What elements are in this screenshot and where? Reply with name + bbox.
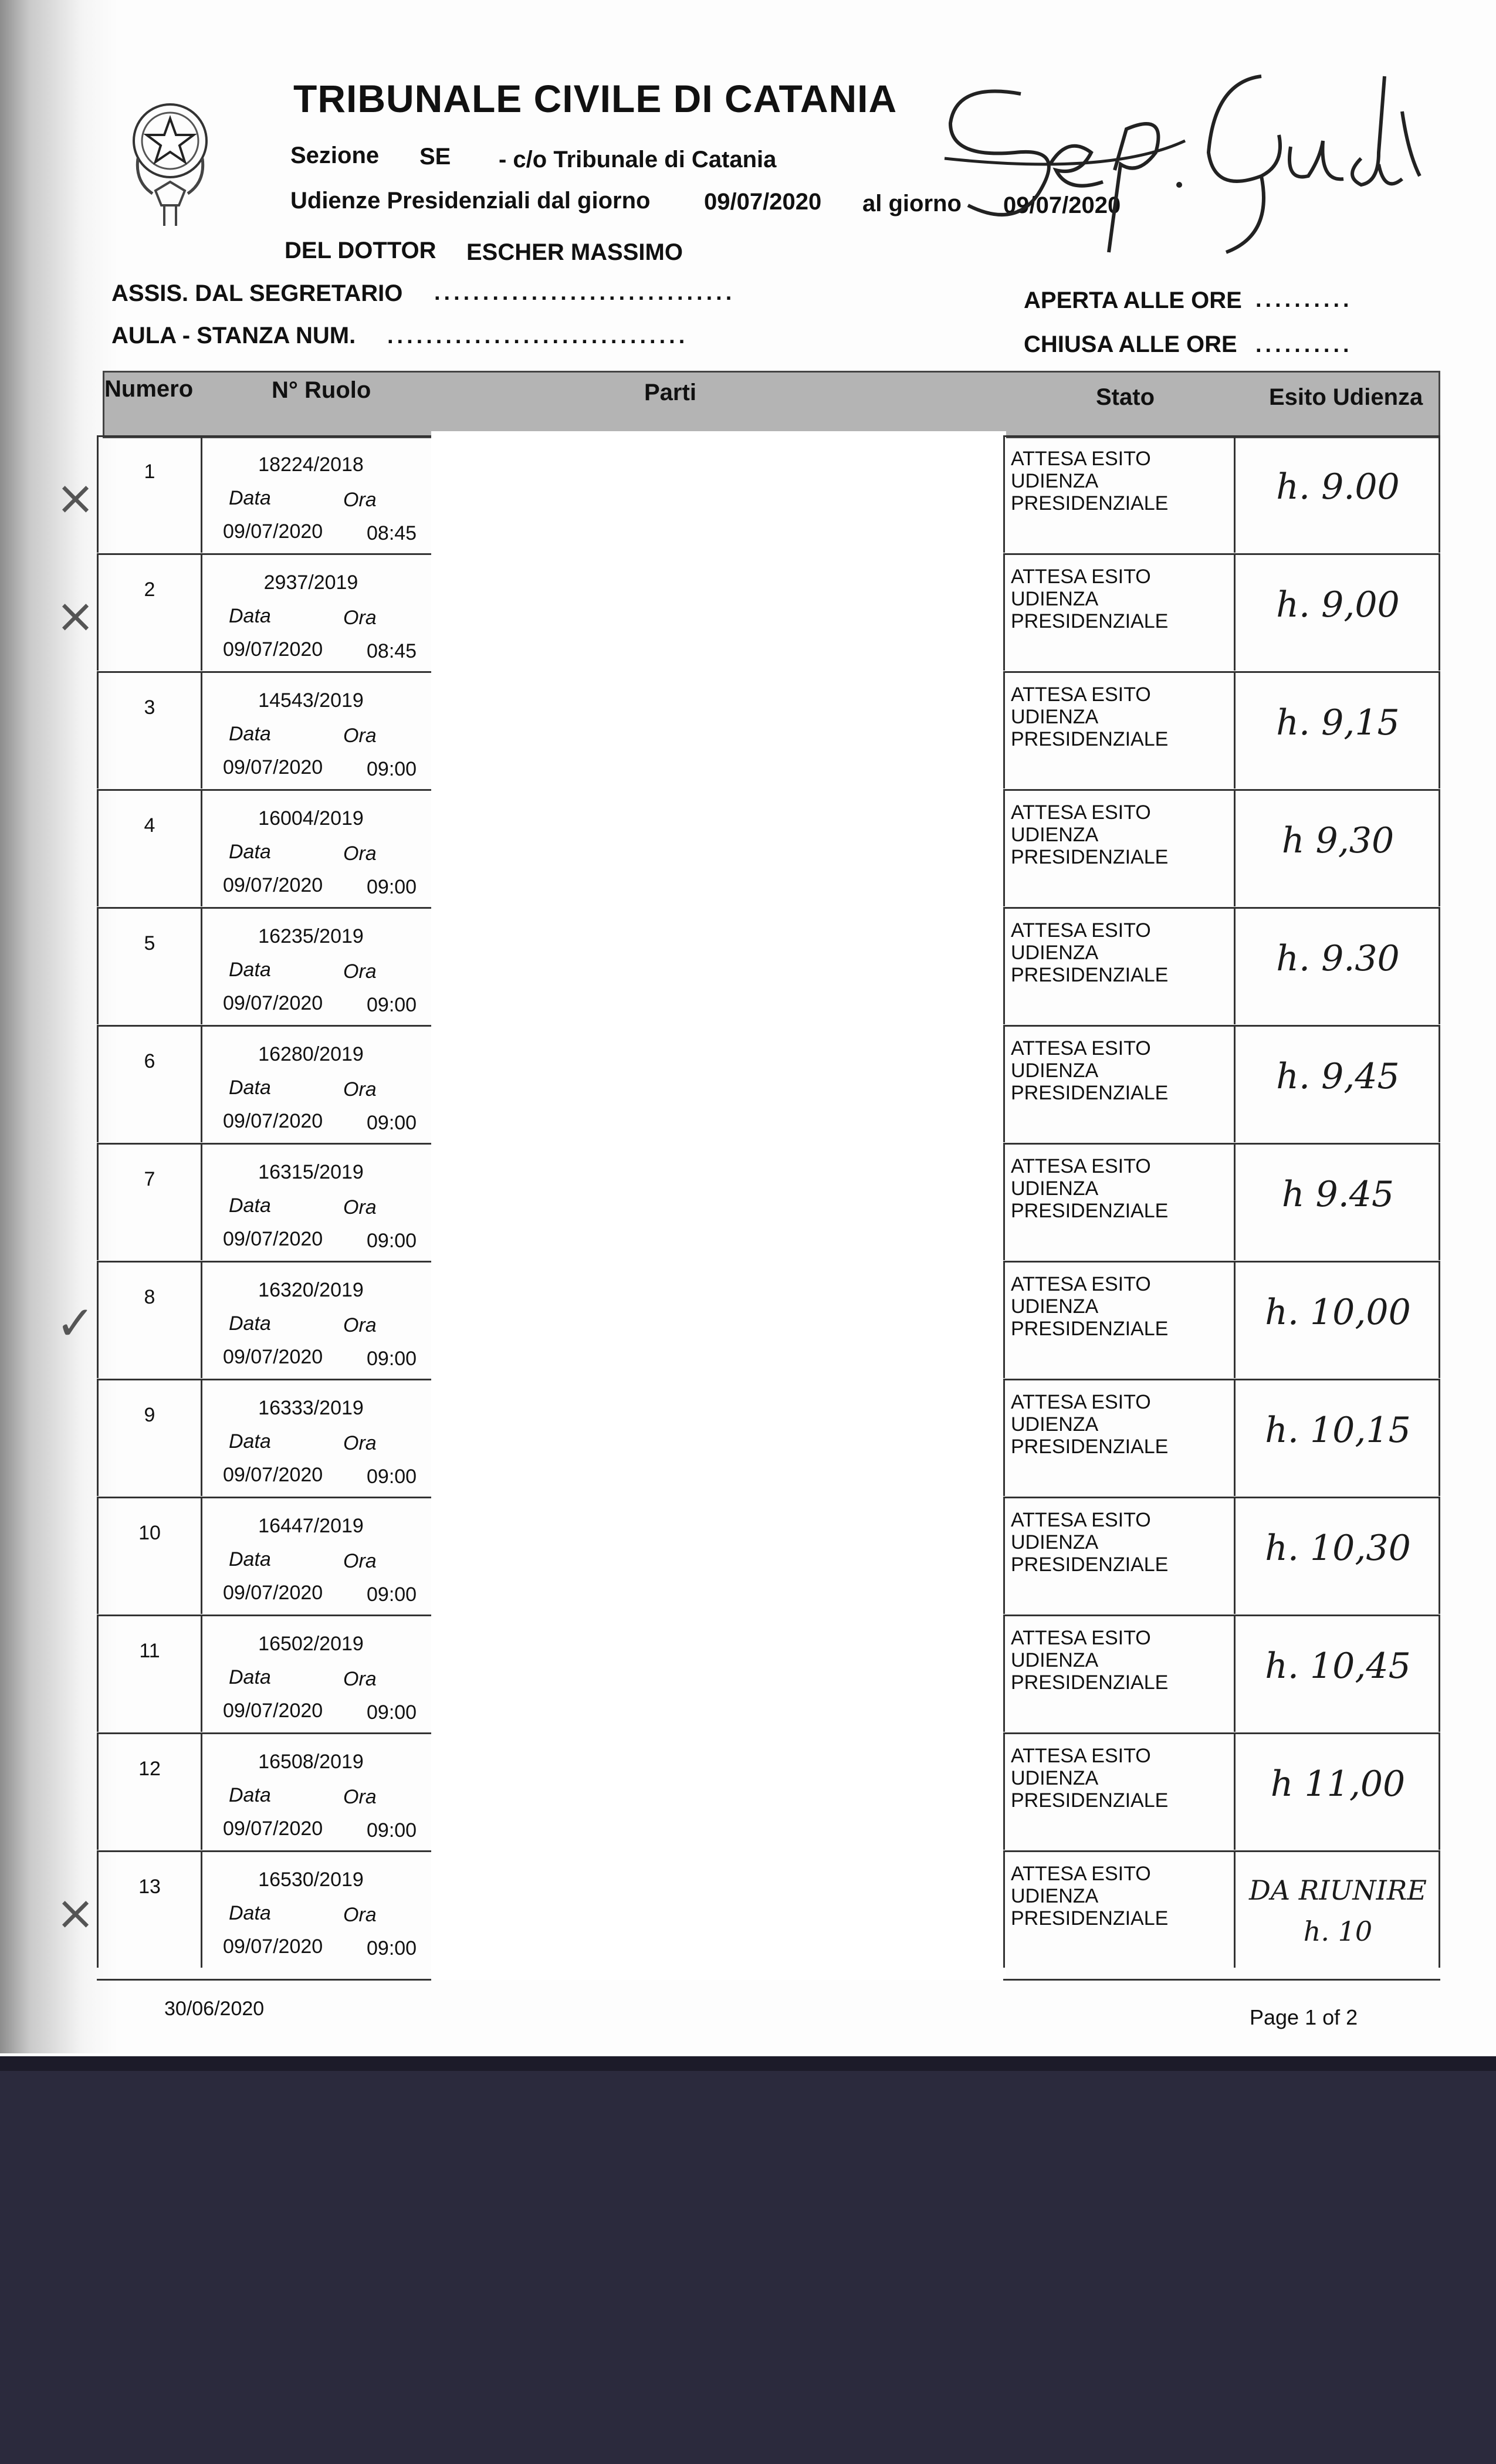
numero-cell [97, 1263, 202, 1378]
ora-label: Ora [343, 1786, 377, 1808]
numero-cell [97, 673, 202, 788]
chiusa-label: CHIUSA ALLE ORE [1024, 331, 1237, 357]
row-date: 09/07/2020 [223, 1110, 323, 1132]
row-date: 09/07/2020 [223, 1935, 323, 1958]
row-time: 09:00 [367, 876, 417, 898]
row-number: 13 [138, 1876, 161, 1898]
row-number: 2 [144, 578, 155, 601]
row-date: 09/07/2020 [223, 638, 323, 661]
table-row-right [1003, 1732, 1440, 1850]
row-esito-line1: DA RIUNIRE [1249, 1874, 1427, 1906]
row-stato: ATTESA ESITO UDIENZA PRESIDENZIALE [1011, 566, 1169, 632]
row-esito-line2: h. 10 [1303, 1915, 1373, 1947]
numero-cell [97, 1380, 202, 1496]
numero-cell [97, 1145, 202, 1260]
row-date: 09/07/2020 [223, 1346, 323, 1368]
row-ruolo: 16320/2019 [258, 1279, 364, 1301]
handwritten-check-mark: × [56, 1886, 96, 1940]
state-emblem-icon [123, 88, 217, 229]
table-row-left [97, 1497, 431, 1614]
table-row-right [1003, 671, 1440, 788]
table-row-left [97, 1379, 431, 1496]
data-label: Data [229, 487, 271, 509]
row-time: 09:00 [367, 1701, 417, 1724]
row-ruolo: 16280/2019 [258, 1043, 364, 1065]
data-label: Data [229, 1194, 271, 1217]
table-row-left [97, 907, 431, 1024]
table-row-left [97, 1261, 431, 1378]
aperta-label: APERTA ALLE ORE [1024, 287, 1242, 313]
del-dottor-label: DEL DOTTOR [285, 238, 436, 263]
data-label: Data [229, 959, 271, 981]
row-esito-handwritten: h. 10,45 [1265, 1646, 1411, 1687]
table-row-right [1003, 553, 1440, 671]
ora-label: Ora [343, 489, 377, 511]
col-stato: Stato [1096, 384, 1155, 410]
aula-label: AULA - STANZA NUM. [111, 323, 356, 348]
ora-label: Ora [343, 1432, 377, 1454]
handwritten-check-mark: × [56, 588, 96, 643]
row-date: 09/07/2020 [223, 1700, 323, 1722]
ora-label: Ora [343, 1078, 377, 1101]
row-date: 09/07/2020 [223, 1464, 323, 1486]
row-ruolo: 16333/2019 [258, 1397, 364, 1419]
table-bottom-left [97, 1979, 431, 1981]
data-label: Data [229, 1548, 271, 1571]
assis-label: ASSIS. DAL SEGRETARIO [111, 280, 403, 306]
row-esito-handwritten: h 11,00 [1270, 1764, 1406, 1805]
handwritten-signature [933, 59, 1437, 270]
col-esito: Esito Udienza [1269, 384, 1423, 410]
court-title: TRIBUNALE CIVILE DI CATANIA [293, 77, 898, 120]
row-stato: ATTESA ESITO UDIENZA PRESIDENZIALE [1011, 919, 1169, 986]
table-row-right [1003, 1261, 1440, 1378]
assis-dots: ............................... [434, 280, 736, 305]
row-time: 09:00 [367, 1937, 417, 1959]
table-row-right [1003, 907, 1440, 1024]
row-ruolo: 16502/2019 [258, 1633, 364, 1655]
row-esito-handwritten: h. 10,00 [1265, 1292, 1411, 1333]
row-time: 08:45 [367, 640, 417, 662]
row-esito-handwritten: h. 9,00 [1276, 584, 1400, 625]
numero-cell [97, 909, 202, 1024]
row-number: 1 [144, 461, 155, 483]
col-parti: Parti [644, 380, 696, 405]
table-bottom-right [1003, 1979, 1440, 1981]
data-label: Data [229, 1077, 271, 1099]
numero-cell [97, 1734, 202, 1850]
row-ruolo: 14543/2019 [258, 689, 364, 712]
ora-label: Ora [343, 1196, 377, 1219]
table-row-left [97, 1025, 431, 1142]
row-date: 09/07/2020 [223, 1228, 323, 1250]
row-number: 9 [144, 1404, 155, 1426]
udienze-label: Udienze Presidenziali dal giorno [290, 188, 651, 214]
scanner-background [0, 2056, 1496, 2464]
table-row-left [97, 1143, 431, 1260]
numero-cell [97, 791, 202, 906]
data-label: Data [229, 723, 271, 745]
table-row-left [97, 553, 431, 671]
table-row-right [1003, 1615, 1440, 1732]
col-numero: Numero [104, 376, 194, 402]
judge-name: ESCHER MASSIMO [466, 239, 683, 265]
table-row-right [1003, 1850, 1440, 1968]
table-row-right [1003, 789, 1440, 906]
table-row-right [1003, 1497, 1440, 1614]
row-esito-handwritten: h. 9,15 [1276, 702, 1400, 743]
row-stato: ATTESA ESITO UDIENZA PRESIDENZIALE [1011, 1391, 1169, 1458]
handwritten-check-mark: ✓ [56, 1296, 96, 1351]
table-row-left [97, 1732, 431, 1850]
row-stato: ATTESA ESITO UDIENZA PRESIDENZIALE [1011, 1037, 1169, 1104]
sezione-location: - c/o Tribunale di Catania [499, 147, 777, 172]
row-esito-handwritten [1234, 1870, 1442, 1952]
data-label: Data [229, 1902, 271, 1924]
ora-label: Ora [343, 960, 377, 983]
ora-label: Ora [343, 725, 377, 747]
table-row-right [1003, 1025, 1440, 1142]
row-stato: ATTESA ESITO UDIENZA PRESIDENZIALE [1011, 801, 1169, 868]
row-number: 10 [138, 1522, 161, 1544]
row-esito-handwritten: h 9,30 [1281, 820, 1395, 861]
print-date: 30/06/2020 [164, 1998, 265, 2020]
row-stato: ATTESA ESITO UDIENZA PRESIDENZIALE [1011, 1155, 1169, 1222]
numero-cell [97, 1027, 202, 1142]
row-ruolo: 16508/2019 [258, 1751, 364, 1773]
ora-label: Ora [343, 1314, 377, 1336]
row-ruolo: 16530/2019 [258, 1869, 364, 1891]
ora-label: Ora [343, 1668, 377, 1690]
row-time: 09:00 [367, 994, 417, 1016]
ora-label: Ora [343, 607, 377, 629]
row-number: 5 [144, 932, 155, 955]
numero-cell [97, 1498, 202, 1614]
ora-label: Ora [343, 842, 377, 865]
row-time: 09:00 [367, 1465, 417, 1488]
row-time: 09:00 [367, 1819, 417, 1842]
table-row-right [1003, 1143, 1440, 1260]
col-ruolo: N° Ruolo [272, 377, 371, 403]
row-esito-handwritten: h 9.45 [1281, 1174, 1395, 1215]
row-date: 09/07/2020 [223, 1582, 323, 1604]
data-label: Data [229, 1784, 271, 1806]
ora-label: Ora [343, 1550, 377, 1572]
table-row-left [97, 435, 431, 553]
sezione-value: SE [419, 144, 451, 170]
row-ruolo: 16315/2019 [258, 1161, 364, 1183]
row-esito-handwritten: h. 9,45 [1276, 1056, 1400, 1097]
row-ruolo: 18224/2018 [258, 453, 364, 476]
row-stato: ATTESA ESITO UDIENZA PRESIDENZIALE [1011, 683, 1169, 750]
row-stato: ATTESA ESITO UDIENZA PRESIDENZIALE [1011, 1745, 1169, 1812]
row-number: 6 [144, 1050, 155, 1072]
from-date: 09/07/2020 [704, 189, 822, 215]
row-ruolo: 16004/2019 [258, 807, 364, 830]
row-ruolo: 16235/2019 [258, 925, 364, 947]
row-date: 09/07/2020 [223, 756, 323, 779]
table-row-right [1003, 1379, 1440, 1496]
table-header [103, 371, 1440, 438]
row-time: 09:00 [367, 1230, 417, 1252]
to-date: 09/07/2020 [1003, 192, 1121, 218]
row-time: 09:00 [367, 1583, 417, 1606]
row-stato: ATTESA ESITO UDIENZA PRESIDENZIALE [1011, 1863, 1169, 1930]
row-number: 11 [139, 1640, 160, 1662]
page-indicator: Page 1 of 2 [1250, 2005, 1358, 2029]
row-esito-handwritten: h. 10,30 [1265, 1528, 1411, 1569]
row-esito-handwritten: h. 10,15 [1265, 1410, 1411, 1451]
row-ruolo: 2937/2019 [263, 571, 358, 594]
data-label: Data [229, 841, 271, 863]
row-esito-handwritten: h. 9.00 [1276, 466, 1400, 507]
row-date: 09/07/2020 [223, 874, 323, 896]
row-number: 12 [138, 1758, 161, 1780]
data-label: Data [229, 1666, 271, 1688]
row-stato: ATTESA ESITO UDIENZA PRESIDENZIALE [1011, 448, 1169, 515]
numero-cell [97, 1852, 202, 1968]
table-row-right [1003, 435, 1440, 553]
row-esito-handwritten: h. 9.30 [1276, 938, 1400, 979]
data-label: Data [229, 605, 271, 627]
row-stato: ATTESA ESITO UDIENZA PRESIDENZIALE [1011, 1627, 1169, 1694]
row-stato: ATTESA ESITO UDIENZA PRESIDENZIALE [1011, 1273, 1169, 1340]
row-number: 8 [144, 1286, 155, 1308]
row-stato: ATTESA ESITO UDIENZA PRESIDENZIALE [1011, 1509, 1169, 1576]
chiusa-dots: .......... [1255, 333, 1353, 357]
table-row-left [97, 1850, 431, 1968]
ora-label: Ora [343, 1904, 377, 1926]
table-row-left [97, 789, 431, 906]
numero-cell [97, 555, 202, 671]
al-giorno-label: al giorno [862, 191, 962, 216]
row-number: 3 [144, 696, 155, 719]
row-date: 09/07/2020 [223, 1817, 323, 1840]
row-number: 7 [144, 1168, 155, 1190]
data-label: Data [229, 1430, 271, 1453]
numero-cell [97, 1616, 202, 1732]
table-row-left [97, 1615, 431, 1732]
row-date: 09/07/2020 [223, 992, 323, 1014]
table-row-left [97, 671, 431, 788]
aperta-dots: .......... [1255, 287, 1353, 312]
aula-dots: ............................... [387, 324, 689, 348]
row-time: 09:00 [367, 1112, 417, 1134]
row-time: 09:00 [367, 1348, 417, 1370]
row-number: 4 [144, 814, 155, 837]
handwritten-check-mark: × [56, 471, 96, 525]
row-time: 08:45 [367, 522, 417, 544]
sezione-label: Sezione [290, 143, 380, 168]
redacted-parti-area [431, 431, 1006, 1980]
row-time: 09:00 [367, 758, 417, 780]
row-ruolo: 16447/2019 [258, 1515, 364, 1537]
numero-cell [97, 437, 202, 553]
data-label: Data [229, 1312, 271, 1335]
row-date: 09/07/2020 [223, 520, 323, 543]
